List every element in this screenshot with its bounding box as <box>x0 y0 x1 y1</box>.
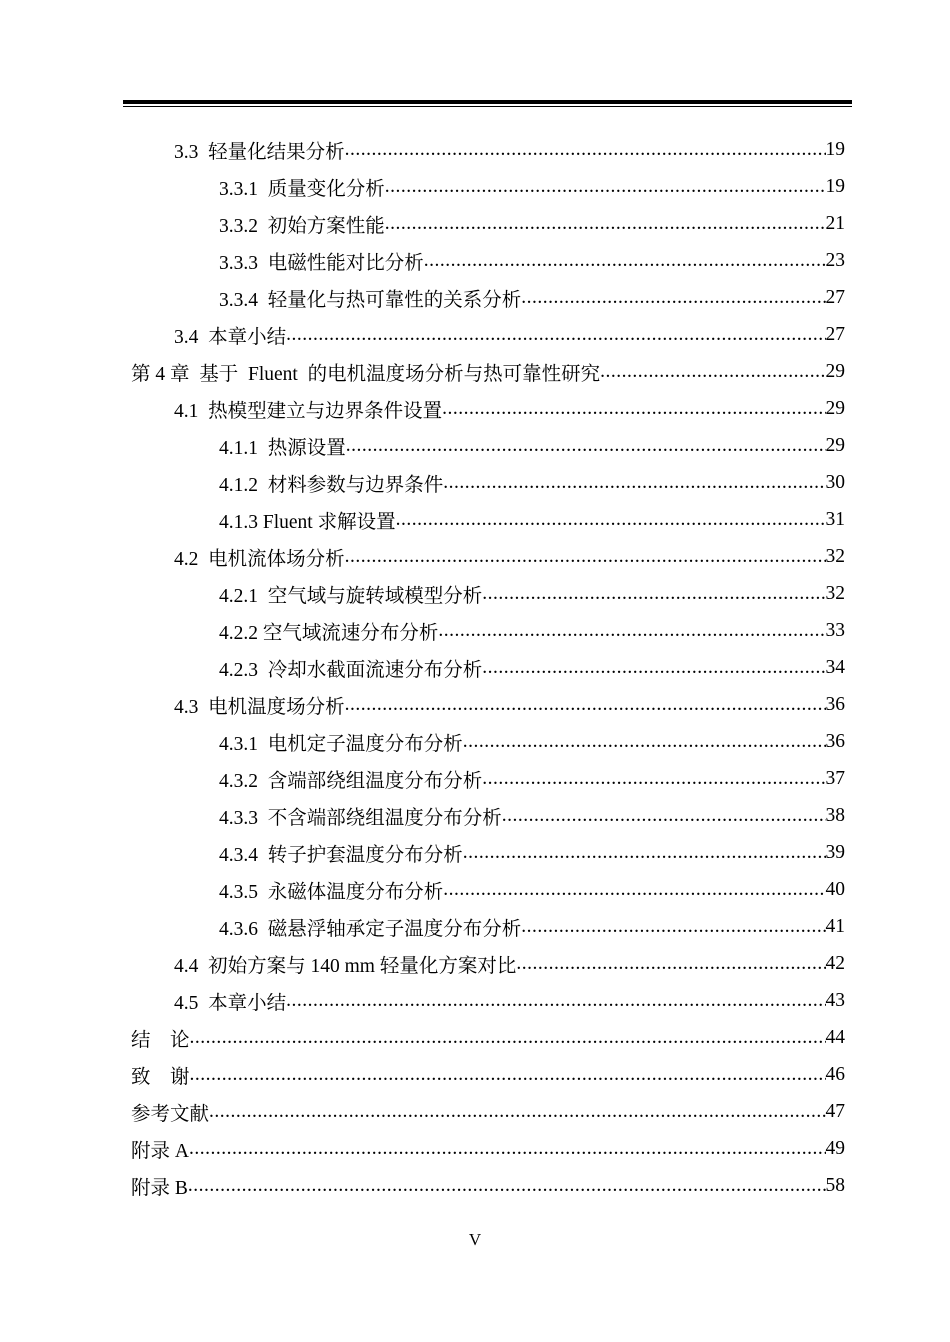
toc-entry[interactable] <box>219 279 845 316</box>
toc-entry-title: 4.5 本章小结 <box>174 992 287 1014</box>
toc-entry-page: 29 <box>825 434 845 456</box>
toc-entry-page: 37 <box>825 767 845 789</box>
toc-entry[interactable] <box>219 723 845 760</box>
toc-entry[interactable] <box>174 538 845 575</box>
toc-entry[interactable] <box>219 427 845 464</box>
toc-dot-leader <box>188 1175 826 1197</box>
toc-entry-title: 4.3.1 电机定子温度分布分析 <box>219 733 463 755</box>
toc-entry[interactable] <box>219 871 845 908</box>
toc-entry-title: 4.1.2 材料参数与边界条件 <box>219 474 444 496</box>
toc-dot-leader <box>286 990 825 1012</box>
toc-dot-leader <box>516 953 825 975</box>
toc-dot-leader <box>190 1064 826 1086</box>
toc-entry-title: 3.3.3 电磁性能对比分析 <box>219 252 424 274</box>
toc-entry-title: 3.4 本章小结 <box>174 326 287 348</box>
toc-entry-page: 44 <box>825 1026 845 1048</box>
toc-entry[interactable] <box>174 390 845 427</box>
toc-entry[interactable] <box>219 908 845 945</box>
toc-dot-leader <box>345 546 826 568</box>
toc-entry[interactable] <box>174 945 845 982</box>
toc-entry-title: 4.2.1 空气域与旋转域模型分析 <box>219 585 483 607</box>
toc-entry-title: 3.3.1 质量变化分析 <box>219 178 385 200</box>
toc-entry[interactable] <box>219 760 845 797</box>
toc-dot-leader <box>424 250 826 272</box>
toc-dot-leader <box>600 361 825 383</box>
toc-dot-leader <box>442 398 825 420</box>
toc-entry-page: 32 <box>825 545 845 567</box>
toc-dot-leader <box>209 1101 825 1123</box>
toc-dot-leader <box>482 657 825 679</box>
toc-dot-leader <box>346 435 826 457</box>
toc-dot-leader <box>345 694 826 716</box>
toc-dot-leader <box>385 176 826 198</box>
toc-entry-page: 38 <box>825 804 845 826</box>
header-rule-thin <box>123 106 852 107</box>
toc-entry-title: 结 论 <box>131 1029 190 1051</box>
toc-entry-page: 46 <box>825 1063 845 1085</box>
toc-entry-title: 附录 A <box>131 1140 189 1162</box>
toc-entry-title: 4.3 电机温度场分析 <box>174 696 345 718</box>
toc-entry-page: 40 <box>825 878 845 900</box>
toc-entry-page: 19 <box>825 175 845 197</box>
toc-entry-title: 4.1 热模型建立与边界条件设置 <box>174 400 443 422</box>
toc-dot-leader <box>286 324 825 346</box>
toc-entry[interactable] <box>174 131 845 168</box>
toc-entry-page: 58 <box>825 1174 845 1196</box>
toc-entry[interactable] <box>131 1019 845 1056</box>
toc-dot-leader <box>482 583 825 605</box>
toc-entry-title: 4.4 初始方案与 140 mm 轻量化方案对比 <box>174 955 517 977</box>
toc-entry-title: 4.3.3 不含端部绕组温度分布分析 <box>219 807 502 829</box>
toc-entry-page: 33 <box>825 619 845 641</box>
toc-entry[interactable] <box>131 1130 845 1167</box>
toc-dot-leader <box>521 916 825 938</box>
toc-entry-page: 31 <box>825 508 845 530</box>
toc-entry-page: 29 <box>825 360 845 382</box>
toc-entry-title: 3.3.2 初始方案性能 <box>219 215 385 237</box>
toc-entry[interactable] <box>131 1167 845 1204</box>
toc-entry[interactable] <box>219 834 845 871</box>
toc-entry[interactable] <box>174 686 845 723</box>
toc-entry-page: 30 <box>825 471 845 493</box>
toc-entry-page: 32 <box>825 582 845 604</box>
toc-dot-leader <box>396 509 826 531</box>
toc-entry-page: 49 <box>825 1137 845 1159</box>
toc-entry-title: 附录 B <box>131 1177 188 1199</box>
toc-entry-page: 41 <box>825 915 845 937</box>
toc-entry-title: 第 4 章 基于 Fluent 的电机温度场分析与热可靠性研究 <box>131 363 601 385</box>
toc-dot-leader <box>463 842 826 864</box>
toc-entry-title: 4.2.2 空气域流速分布分析 <box>219 622 439 644</box>
toc-entry-title: 4.1.1 热源设置 <box>219 437 346 459</box>
toc-dot-leader <box>345 139 826 161</box>
toc-entry[interactable] <box>131 1093 845 1130</box>
toc-entry-page: 43 <box>825 989 845 1011</box>
toc-entry-page: 34 <box>825 656 845 678</box>
toc-entry-page: 42 <box>825 952 845 974</box>
toc-entry-page: 27 <box>825 323 845 345</box>
toc-entry[interactable] <box>219 649 845 686</box>
toc-entry-page: 39 <box>825 841 845 863</box>
toc-entry-title: 4.2 电机流体场分析 <box>174 548 345 570</box>
toc-entry[interactable] <box>174 316 845 353</box>
toc-entry[interactable] <box>131 353 845 390</box>
toc-entry[interactable] <box>219 168 845 205</box>
toc-dot-leader <box>385 213 826 235</box>
toc-entry[interactable] <box>219 575 845 612</box>
toc-dot-leader <box>438 620 825 642</box>
toc-entry-title: 4.3.2 含端部绕组温度分布分析 <box>219 770 483 792</box>
toc-entry-title: 4.1.3 Fluent 求解设置 <box>219 511 396 533</box>
toc-entry-title: 3.3 轻量化结果分析 <box>174 141 345 163</box>
toc-entry-page: 36 <box>825 693 845 715</box>
toc-entry-page: 36 <box>825 730 845 752</box>
toc-entry-title: 3.3.4 轻量化与热可靠性的关系分析 <box>219 289 522 311</box>
toc-dot-leader <box>521 287 825 309</box>
toc-entry[interactable] <box>219 501 845 538</box>
toc-entry-title: 致 谢 <box>131 1066 190 1088</box>
toc-entry-title: 4.3.4 转子护套温度分布分析 <box>219 844 463 866</box>
toc-entry[interactable] <box>219 464 845 501</box>
header-rule-thick <box>123 100 852 104</box>
toc-entry-title: 4.3.6 磁悬浮轴承定子温度分布分析 <box>219 918 522 940</box>
toc-dot-leader <box>189 1138 826 1160</box>
toc-dot-leader <box>463 731 826 753</box>
toc-entry-page: 23 <box>825 249 845 271</box>
toc-entry-page: 29 <box>825 397 845 419</box>
toc-entry[interactable] <box>219 612 845 649</box>
toc-dot-leader <box>482 768 825 790</box>
toc-entry-page: 27 <box>825 286 845 308</box>
toc-entry-title: 4.3.5 永磁体温度分布分析 <box>219 881 444 903</box>
toc-entry[interactable] <box>219 205 845 242</box>
toc-dot-leader <box>443 472 825 494</box>
toc-entry-title: 4.2.3 冷却水截面流速分布分析 <box>219 659 483 681</box>
toc-dot-leader <box>502 805 826 827</box>
toc-entry-page: 47 <box>825 1100 845 1122</box>
toc-entry-title: 参考文献 <box>131 1103 210 1125</box>
toc-entry[interactable] <box>131 1056 845 1093</box>
toc-dot-leader <box>443 879 825 901</box>
toc-entry[interactable] <box>219 242 845 279</box>
toc-entry-page: 19 <box>825 138 845 160</box>
toc-dot-leader <box>190 1027 826 1049</box>
page-number: V <box>468 1230 482 1249</box>
toc-entry[interactable] <box>219 797 845 834</box>
toc-entry-page: 21 <box>825 212 845 234</box>
toc-entry[interactable] <box>174 982 845 1019</box>
